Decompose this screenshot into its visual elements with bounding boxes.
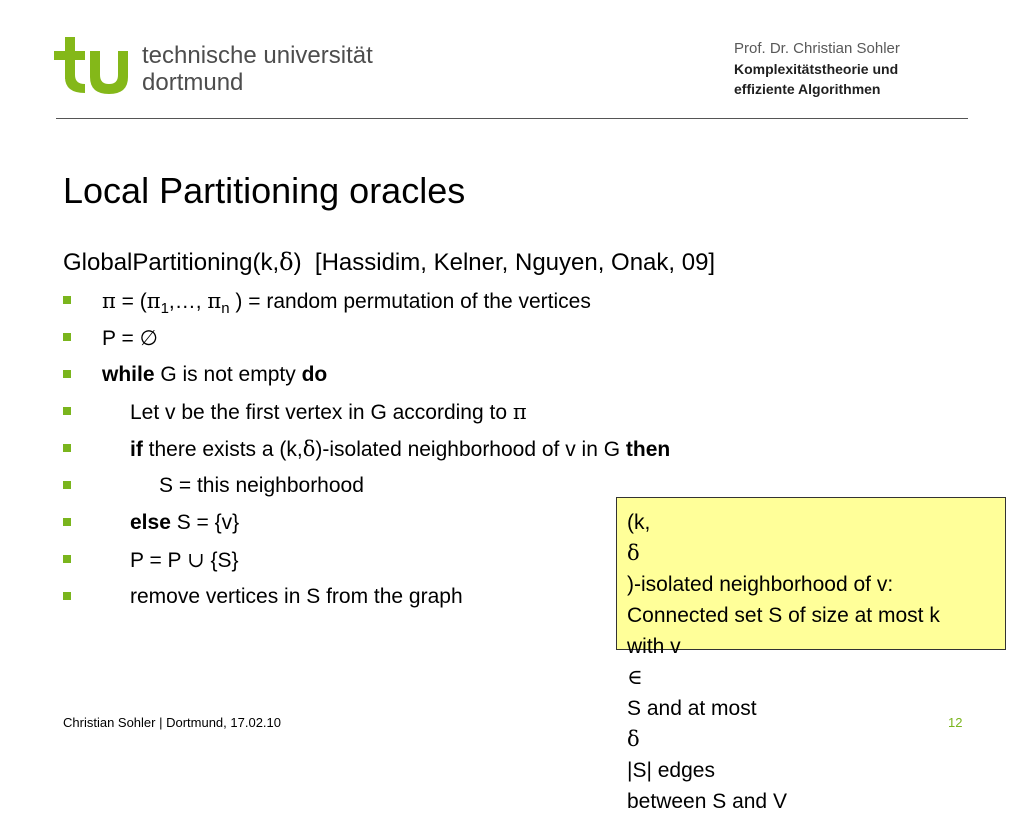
list-item xyxy=(63,399,623,436)
line-text: remove vertices in S from the graph xyxy=(130,585,463,608)
delta-symbol: δ xyxy=(627,727,640,751)
list-item xyxy=(63,547,623,584)
delta-symbol: δ xyxy=(627,541,640,565)
definition-line-3 xyxy=(627,631,995,786)
algorithm-heading xyxy=(63,248,715,277)
line-part: |S| edges xyxy=(627,759,715,782)
list-item xyxy=(63,436,671,473)
bullet-icon xyxy=(63,481,71,489)
line-text xyxy=(102,288,591,322)
line-part: = ( xyxy=(115,290,147,313)
line-part: Let v be the first vertex in G according to xyxy=(130,401,513,424)
keyword: if xyxy=(130,438,143,461)
pi-symbol: π xyxy=(102,289,116,313)
bullet-icon xyxy=(63,518,71,526)
line-part: P = P xyxy=(130,549,188,572)
line-text xyxy=(130,399,527,426)
list-item xyxy=(63,510,623,547)
university-name xyxy=(142,42,373,96)
tu-logo-icon xyxy=(54,37,130,95)
line-part: )-isolated neighborhood of v in G xyxy=(315,438,626,461)
definition-line-2: Connected set S of size at most k xyxy=(627,604,940,627)
bullet-icon xyxy=(63,407,71,415)
line-text xyxy=(130,510,239,536)
citation: [Hassidim, Kelner, Nguyen, Onak, 09] xyxy=(314,249,716,276)
definition-line-1 xyxy=(627,507,995,600)
bullet-icon xyxy=(63,296,71,304)
chair-line-2: effiziente Algorithmen xyxy=(734,81,881,97)
pi-symbol: π xyxy=(512,400,527,424)
delta-symbol: δ xyxy=(302,437,316,461)
line-part: S and at most xyxy=(627,697,757,720)
chair-line-1: Komplexitätstheorie und xyxy=(734,61,899,77)
line-part: ,…, xyxy=(168,290,208,313)
delta-symbol: δ xyxy=(279,248,294,276)
pi-symbol: π xyxy=(207,289,222,313)
line-part: (k, xyxy=(627,511,651,534)
keyword: else xyxy=(130,511,171,534)
pi-symbol: π xyxy=(146,289,161,313)
line-text xyxy=(102,362,327,388)
logo-line-1: technische universität xyxy=(142,42,373,69)
line-part: there exists a (k, xyxy=(142,438,303,461)
line-text xyxy=(130,547,239,574)
definition-line-4: between S and V xyxy=(627,790,787,813)
header-info xyxy=(734,38,900,99)
author-name: Prof. Dr. Christian Sohler xyxy=(734,40,900,57)
subscript: n xyxy=(221,300,230,318)
bullet-icon xyxy=(63,592,71,600)
list-item xyxy=(63,473,623,510)
list-item xyxy=(63,325,623,362)
list-item xyxy=(63,584,623,621)
line-part: S = {v} xyxy=(170,511,240,534)
line-part: P = xyxy=(102,327,140,350)
keyword: then xyxy=(625,438,671,461)
algorithm-lines xyxy=(63,288,671,621)
slide-title: Local Partitioning oracles xyxy=(63,170,466,211)
list-item xyxy=(63,362,623,399)
logo-line-2: dortmund xyxy=(142,69,244,96)
algorithm-name: GlobalPartitioning(k, xyxy=(63,249,280,276)
empty-set-symbol: ∅ xyxy=(139,326,158,350)
union-symbol: ∪ xyxy=(187,548,205,572)
element-of-symbol: ∈ xyxy=(627,665,643,689)
keyword: while xyxy=(102,363,155,386)
line-part: )-isolated neighborhood of v: xyxy=(627,573,894,596)
bullet-icon xyxy=(63,555,71,563)
header-divider xyxy=(56,118,968,119)
line-part: ) = random permutation of the vertices xyxy=(229,290,591,313)
line-part: {S} xyxy=(204,549,239,572)
bullet-icon xyxy=(63,444,71,452)
line-text xyxy=(130,436,670,463)
line-text: S = this neighborhood xyxy=(159,474,364,497)
keyword: do xyxy=(301,363,328,386)
page-number: 12 xyxy=(948,715,963,730)
footer-text: Christian Sohler | Dortmund, 17.02.10 xyxy=(63,715,281,730)
line-part: with v xyxy=(627,635,681,658)
line-text xyxy=(102,325,158,352)
subscript: 1 xyxy=(160,300,169,318)
list-item xyxy=(63,288,623,325)
line-part: G is not empty xyxy=(154,363,302,386)
bullet-icon xyxy=(63,370,71,378)
bullet-icon xyxy=(63,333,71,341)
algorithm-name-end: ) xyxy=(293,249,302,276)
